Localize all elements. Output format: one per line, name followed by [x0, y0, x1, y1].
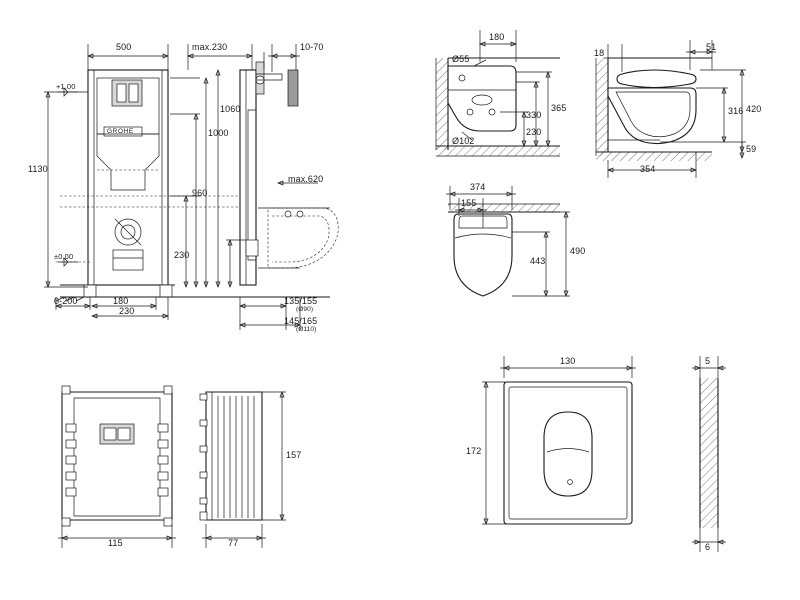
dim-label-130: 130	[560, 356, 576, 366]
dim-label-59: 59	[746, 144, 757, 154]
dim-label-230-lower: 230	[119, 306, 135, 316]
dim-label-155: 155	[461, 198, 477, 208]
dim-label-bowl-180: 180	[489, 32, 505, 42]
dim-label-420: 420	[746, 104, 762, 114]
dim-label-180: 180	[113, 296, 129, 306]
dim-label-135-155: 135/155	[284, 296, 318, 306]
dim-label-d110: (Ø110)	[296, 326, 317, 333]
dim-label-330: 330	[526, 110, 542, 120]
dim-label-d55: Ø55	[452, 54, 470, 64]
dim-label-365: 365	[551, 103, 567, 113]
dim-label-490: 490	[570, 246, 586, 256]
dim-label-d90: (Ø90)	[296, 306, 314, 313]
dim-label-500: 500	[116, 42, 132, 52]
dim-label-354: 354	[640, 164, 656, 174]
dim-label-172: 172	[466, 446, 482, 456]
dim-label-max620: max.620	[288, 174, 324, 184]
dim-label-6: 6	[705, 542, 711, 552]
dim-label-157: 157	[286, 450, 302, 460]
dim-label-d102: Ø102	[452, 136, 475, 146]
dim-label-115: 115	[108, 538, 123, 548]
dim-label-10-70: 10-70	[300, 42, 324, 52]
dim-label-1130: 1130	[28, 164, 48, 174]
dim-label-0-200: 0-200	[54, 296, 78, 306]
dim-label-230-upper: 230	[174, 250, 190, 260]
dim-label-960: 960	[192, 188, 208, 198]
dim-label-77: 77	[228, 538, 239, 548]
dim-label-5: 5	[705, 356, 711, 366]
dim-label-plus100: +1,00	[56, 82, 76, 91]
dim-label-51: 51	[706, 42, 717, 52]
dim-label-316: 316	[728, 106, 744, 116]
dim-label-1060: 1060	[220, 104, 241, 114]
dim-label-443: 443	[530, 256, 546, 266]
dim-label-18: 18	[594, 48, 605, 58]
dim-label-1000: 1000	[208, 128, 229, 138]
brand-logo-label: GROHE	[107, 128, 134, 135]
dim-label-zero: ±0,00	[54, 252, 74, 261]
dim-label-230-bowl: 230	[526, 127, 542, 137]
dim-label-374: 374	[470, 182, 486, 192]
dim-label-max230: max.230	[192, 42, 228, 52]
dim-label-145-165: 145/165	[284, 316, 318, 326]
